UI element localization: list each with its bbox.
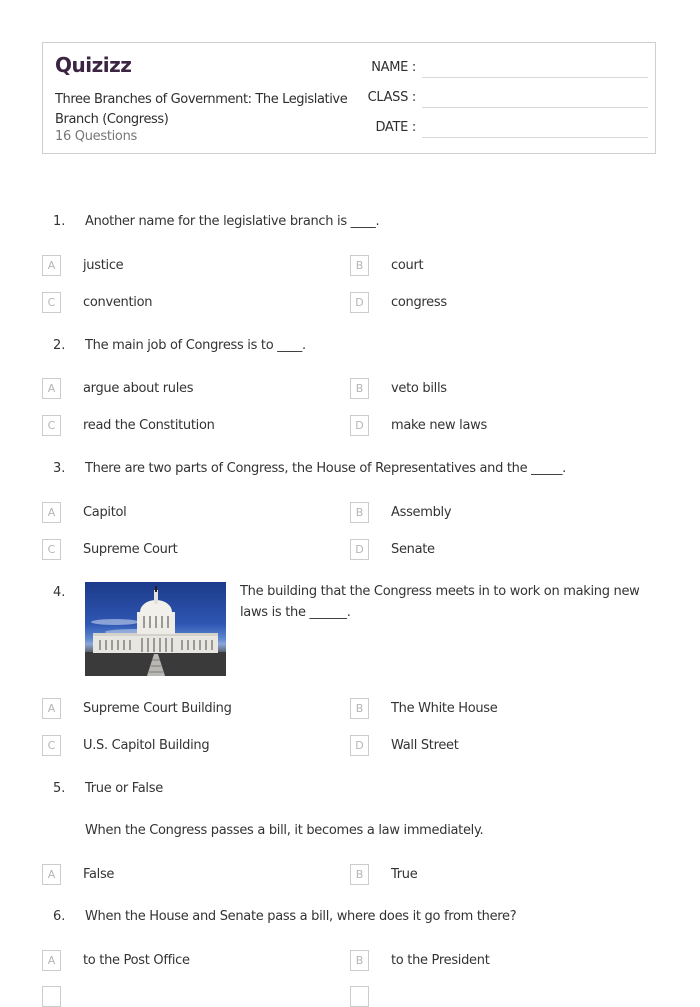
name-field[interactable] xyxy=(370,60,648,80)
option-letter-box: C xyxy=(42,292,61,313)
option-text: convention xyxy=(83,295,153,310)
option-c[interactable] xyxy=(42,735,209,756)
option-letter-box xyxy=(42,986,61,1007)
option-text: argue about rules xyxy=(83,381,194,396)
option-b[interactable] xyxy=(350,864,417,885)
option-text: False xyxy=(83,867,115,882)
option-text: make new laws xyxy=(391,418,487,433)
question-number: 6. xyxy=(53,909,66,924)
question-text: The building that the Congress meets in to work on making new laws is the ______. xyxy=(240,584,640,620)
option-text: Supreme Court Building xyxy=(83,701,232,716)
question-number: 1. xyxy=(53,214,66,229)
option-letter-box: B xyxy=(350,950,369,971)
option-letter-box: A xyxy=(42,950,61,971)
option-a[interactable] xyxy=(42,698,232,719)
option-letter-box: C xyxy=(42,415,61,436)
option-c-partial[interactable] xyxy=(42,986,61,1007)
option-text: True xyxy=(391,867,418,882)
option-d[interactable] xyxy=(350,539,435,560)
option-text: Wall Street xyxy=(391,738,459,753)
worksheet-title: Three Branches of Government: The Legislative Branch (Congress) xyxy=(55,92,348,127)
option-d[interactable] xyxy=(350,292,447,313)
date-line[interactable] xyxy=(422,137,648,138)
option-b[interactable] xyxy=(350,255,423,276)
option-letter-box: A xyxy=(42,698,61,719)
date-label: DATE : xyxy=(375,120,416,135)
option-text: court xyxy=(391,258,424,273)
option-letter-box: A xyxy=(42,864,61,885)
class-field[interactable] xyxy=(367,90,648,110)
name-line[interactable] xyxy=(422,77,648,78)
option-text: Senate xyxy=(391,542,435,557)
question-number: 2. xyxy=(53,338,66,353)
option-a[interactable] xyxy=(42,864,114,885)
name-label: NAME : xyxy=(371,60,416,75)
class-line[interactable] xyxy=(422,107,648,108)
option-text: Supreme Court xyxy=(83,542,178,557)
option-letter-box xyxy=(350,986,369,1007)
option-b[interactable] xyxy=(350,950,490,971)
option-letter-box: B xyxy=(350,502,369,523)
option-letter-box: D xyxy=(350,415,369,436)
option-letter-box: A xyxy=(42,378,61,399)
option-a[interactable] xyxy=(42,502,126,523)
option-letter-box: A xyxy=(42,255,61,276)
date-field[interactable] xyxy=(370,120,648,140)
option-letter-box: C xyxy=(42,539,61,560)
option-text: read the Constitution xyxy=(83,418,215,433)
option-a[interactable] xyxy=(42,255,123,276)
question-count: 16 Questions xyxy=(55,129,137,144)
option-d[interactable] xyxy=(350,415,487,436)
option-d-partial[interactable] xyxy=(350,986,369,1007)
question-subtext: When the Congress passes a bill, it becomes a law immediately. xyxy=(85,823,484,838)
option-c[interactable] xyxy=(42,292,152,313)
option-text: The White House xyxy=(391,701,498,716)
capitol-building-image xyxy=(85,582,226,676)
option-b[interactable] xyxy=(350,698,497,719)
option-letter-box: D xyxy=(350,292,369,313)
question-text: True or False xyxy=(85,781,163,796)
option-letter-box: B xyxy=(350,698,369,719)
option-text: veto bills xyxy=(391,381,447,396)
option-text: congress xyxy=(391,295,447,310)
option-text: Capitol xyxy=(83,505,127,520)
worksheet-header xyxy=(42,42,656,154)
question-text: There are two parts of Congress, the House of Representatives and the _____. xyxy=(85,461,566,476)
quizizz-logo: Quizizz xyxy=(55,53,132,77)
question-text: Another name for the legislative branch is ____. xyxy=(85,214,380,229)
option-text: to the President xyxy=(391,953,490,968)
question-number: 3. xyxy=(53,461,66,476)
class-label: CLASS : xyxy=(367,90,416,105)
option-b[interactable] xyxy=(350,378,447,399)
question-text: When the House and Senate pass a bill, where does it go from there? xyxy=(85,909,517,924)
option-letter-box: B xyxy=(350,864,369,885)
option-letter-box: D xyxy=(350,735,369,756)
option-c[interactable] xyxy=(42,415,215,436)
option-b[interactable] xyxy=(350,502,451,523)
option-letter-box: A xyxy=(42,502,61,523)
question-number: 5. xyxy=(53,781,66,796)
question-number: 4. xyxy=(53,585,66,600)
option-a[interactable] xyxy=(42,950,190,971)
option-text: U.S. Capitol Building xyxy=(83,738,210,753)
option-letter-box: B xyxy=(350,255,369,276)
option-text: to the Post Office xyxy=(83,953,190,968)
option-a[interactable] xyxy=(42,378,193,399)
option-text: Assembly xyxy=(391,505,452,520)
question-text: The main job of Congress is to ____. xyxy=(85,338,306,353)
option-letter-box: B xyxy=(350,378,369,399)
option-letter-box: D xyxy=(350,539,369,560)
option-c[interactable] xyxy=(42,539,177,560)
option-text: justice xyxy=(83,258,124,273)
option-d[interactable] xyxy=(350,735,459,756)
option-letter-box: C xyxy=(42,735,61,756)
